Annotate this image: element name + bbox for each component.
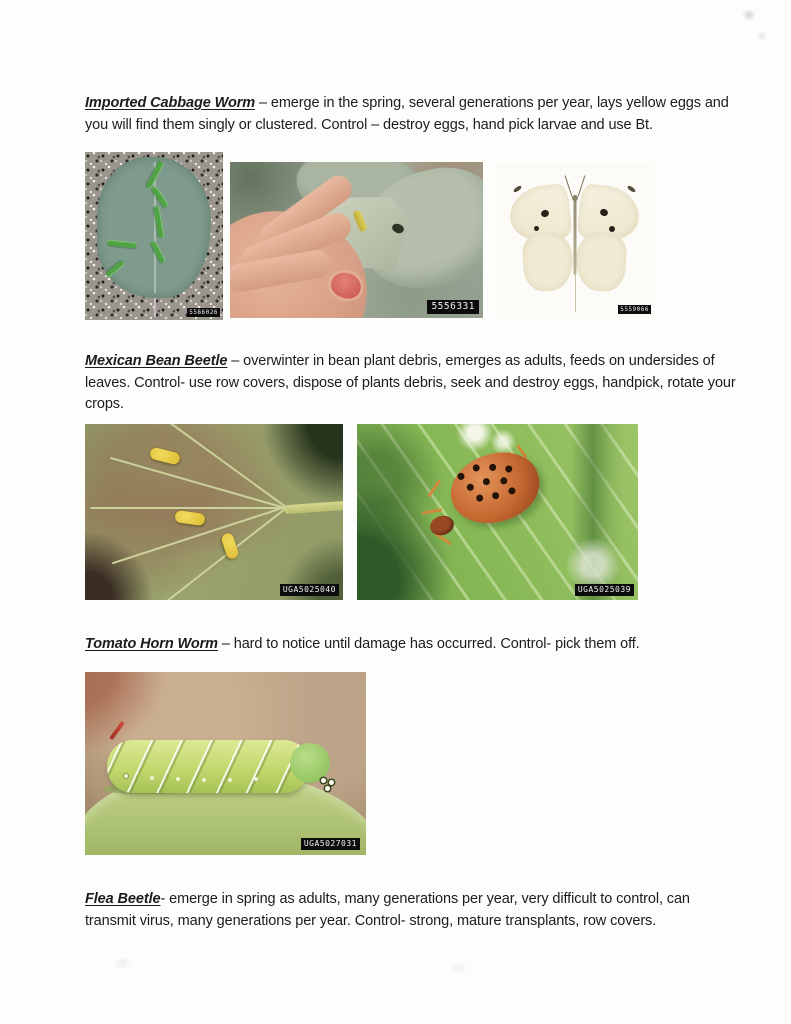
pest-heading: Tomato Horn Worm (85, 636, 218, 652)
leaf-vein (167, 424, 289, 510)
paragraph-flea-beetle (85, 889, 733, 932)
pest-heading: Imported Cabbage Worm (85, 95, 256, 111)
wing-tip-mark (626, 185, 636, 193)
photo-id-tag: UGA5027031 (301, 838, 360, 850)
photo-cabbage-worm-larvae (85, 152, 223, 320)
photo-id-tag: 5586026 (189, 308, 218, 316)
beetle-larva (148, 447, 180, 466)
pest-description: – overwinter in bean plant debris, emerges as adults, feeds on undersides of leaves. Control- use row covers, dispose of plants debris, seek and destroy eggs, handpick, rotate your crops. (85, 353, 736, 412)
wing-tip-mark (513, 185, 523, 193)
photo-tomato-hornworm (85, 672, 366, 855)
wing-spot (534, 226, 539, 231)
hornworm-body (107, 740, 309, 793)
pest-description: - emerge in spring as adults, many generations per year, very difficult to control, can transmit virus, many generations per year. Control- strong, mature transplants, row covers. (85, 891, 690, 929)
photo-id-tag: UGA5025040 (280, 584, 339, 596)
pest-heading: Flea Beetle (85, 891, 161, 907)
photo-bean-beetle-larvae (85, 424, 343, 600)
scan-smudge (756, 30, 768, 42)
butterfly-abdomen-line (575, 275, 576, 312)
butterfly-hindwing-left (521, 230, 575, 292)
pest-description: – emerge in the spring, several generations per year, lays yellow eggs and you will find them singly or clustered. Control – destroy eggs, hand pick larvae and use Bt. (85, 95, 729, 133)
photo-bean-beetle-adult (357, 424, 638, 600)
photo-id-tag: 5556331 (427, 300, 479, 314)
paragraph-tomato-horn-worm (85, 634, 737, 656)
scan-smudge (448, 962, 470, 974)
beetle-larva (175, 510, 206, 526)
beetle-spots (456, 472, 465, 481)
photo-id-tag: 5559066 (620, 305, 649, 313)
photo-hand-with-chrysalis (230, 162, 483, 318)
leaf-vein (110, 457, 289, 510)
wing-spot (609, 226, 615, 232)
beetle-leg (428, 480, 442, 498)
leaf-stem (283, 501, 343, 514)
paragraph-imported-cabbage-worm (85, 93, 733, 136)
butterfly-body (573, 198, 576, 275)
pest-heading: Mexican Bean Beetle (85, 353, 228, 369)
beetle-body (442, 443, 547, 533)
beetle-leg (422, 509, 442, 515)
photo-id-tag: UGA5025039 (575, 584, 634, 596)
pest-description: – hard to notice until damage has occurred. Control- pick them off. (217, 636, 640, 652)
hornworm-horn (109, 720, 125, 739)
photo-cabbage-white-butterfly (494, 164, 655, 318)
butterfly-hindwing-right (574, 230, 628, 292)
scan-smudge (110, 958, 136, 968)
scan-smudge (740, 10, 758, 20)
leaf-vein (90, 507, 291, 509)
beetle-head (428, 513, 456, 538)
paragraph-mexican-bean-beetle (85, 351, 737, 416)
hornworm-face-dots (321, 778, 326, 783)
